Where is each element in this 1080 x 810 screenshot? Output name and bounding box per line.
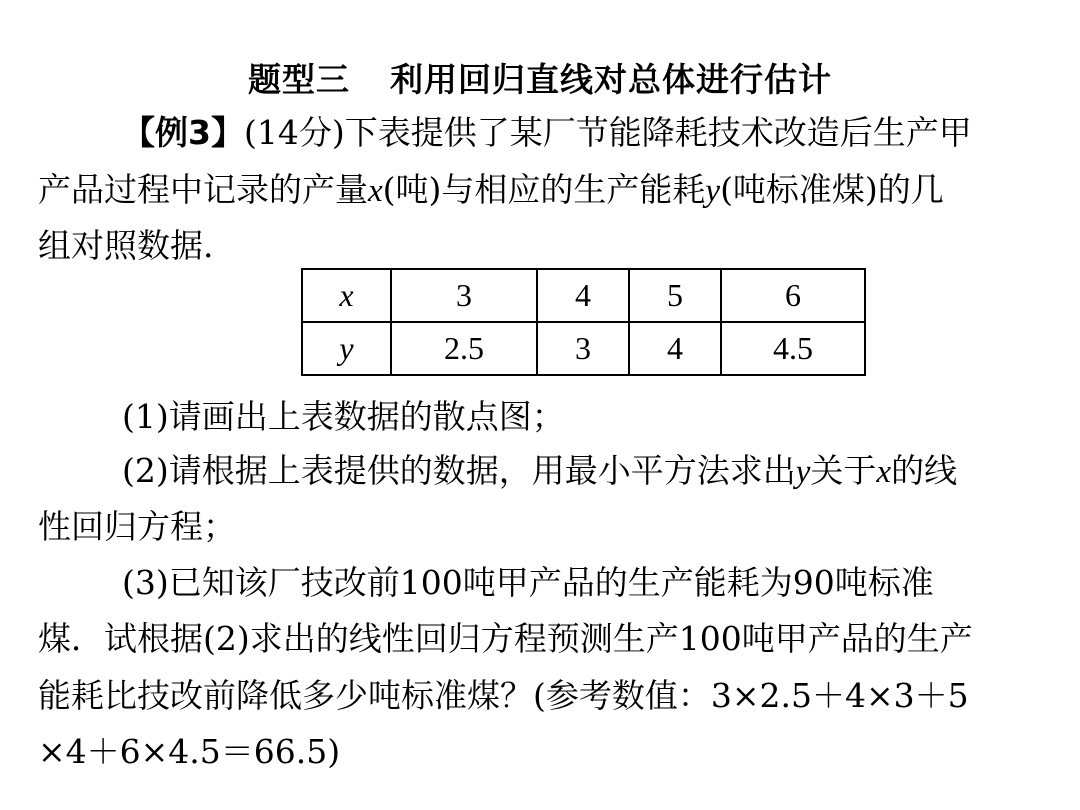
section-title-number: 题型三 bbox=[248, 60, 350, 99]
variable-x: x bbox=[368, 173, 383, 209]
example-intro-1: 下表提供了某厂节能降耗技术改造后生产甲 bbox=[344, 113, 972, 152]
question-2-text-a: (2)请根据上表提供的数据，用最小平方法求出 bbox=[122, 451, 796, 490]
question-2-line-2: 性回归方程； bbox=[38, 507, 236, 546]
table-cell: 6 bbox=[721, 269, 865, 322]
question-2-line-1 bbox=[122, 451, 1080, 492]
question-3-line-2: 煤．试根据(2)求出的线性回归方程预测生产100吨甲产品的生产 bbox=[38, 619, 973, 658]
table-cell: 4 bbox=[629, 322, 721, 375]
example-intro-2b: (吨)与相应的生产能耗 bbox=[382, 170, 706, 209]
variable-y: y bbox=[705, 173, 721, 209]
question-2-text-b: 关于 bbox=[810, 451, 877, 490]
section-title-text: 利用回归直线对总体进行估计 bbox=[390, 60, 832, 99]
table-cell: 4 bbox=[537, 269, 629, 322]
table-cell: 5 bbox=[629, 269, 721, 322]
table-row bbox=[302, 269, 865, 322]
section-title bbox=[0, 54, 1080, 101]
table-cell: 3 bbox=[537, 322, 629, 375]
question-3-line-4: ×4＋6×4.5＝66.5) bbox=[38, 732, 341, 771]
example-intro-2a: 产品过程中记录的产量 bbox=[38, 170, 368, 209]
table-cell: 2.5 bbox=[391, 322, 537, 375]
question-1: (1)请画出上表数据的散点图； bbox=[122, 397, 565, 436]
table-cell: 4.5 bbox=[721, 322, 865, 375]
table-header-cell: y bbox=[302, 322, 391, 375]
question-3-line-3: 能耗比技改前降低多少吨标准煤？(参考数值：3×2.5＋4×3＋5 bbox=[38, 676, 969, 715]
table-row bbox=[302, 322, 865, 375]
question-3-line-1: (3)已知该厂技改前100吨甲产品的生产能耗为90吨标准 bbox=[122, 563, 934, 602]
example-line-3: 组对照数据. bbox=[38, 226, 214, 265]
example-tag: 【例3】 bbox=[122, 113, 244, 152]
example-intro-2c: (吨标准煤)的几 bbox=[720, 170, 944, 209]
example-line-2 bbox=[38, 170, 1048, 211]
question-2-text-c: 的线 bbox=[891, 451, 958, 490]
variable-x: x bbox=[876, 454, 892, 490]
data-table bbox=[301, 268, 866, 376]
table-cell: 3 bbox=[391, 269, 537, 322]
example-points: (14分) bbox=[243, 113, 345, 152]
variable-y: y bbox=[795, 454, 811, 490]
example-line-1 bbox=[122, 113, 1080, 153]
table-header-cell: x bbox=[302, 269, 391, 322]
